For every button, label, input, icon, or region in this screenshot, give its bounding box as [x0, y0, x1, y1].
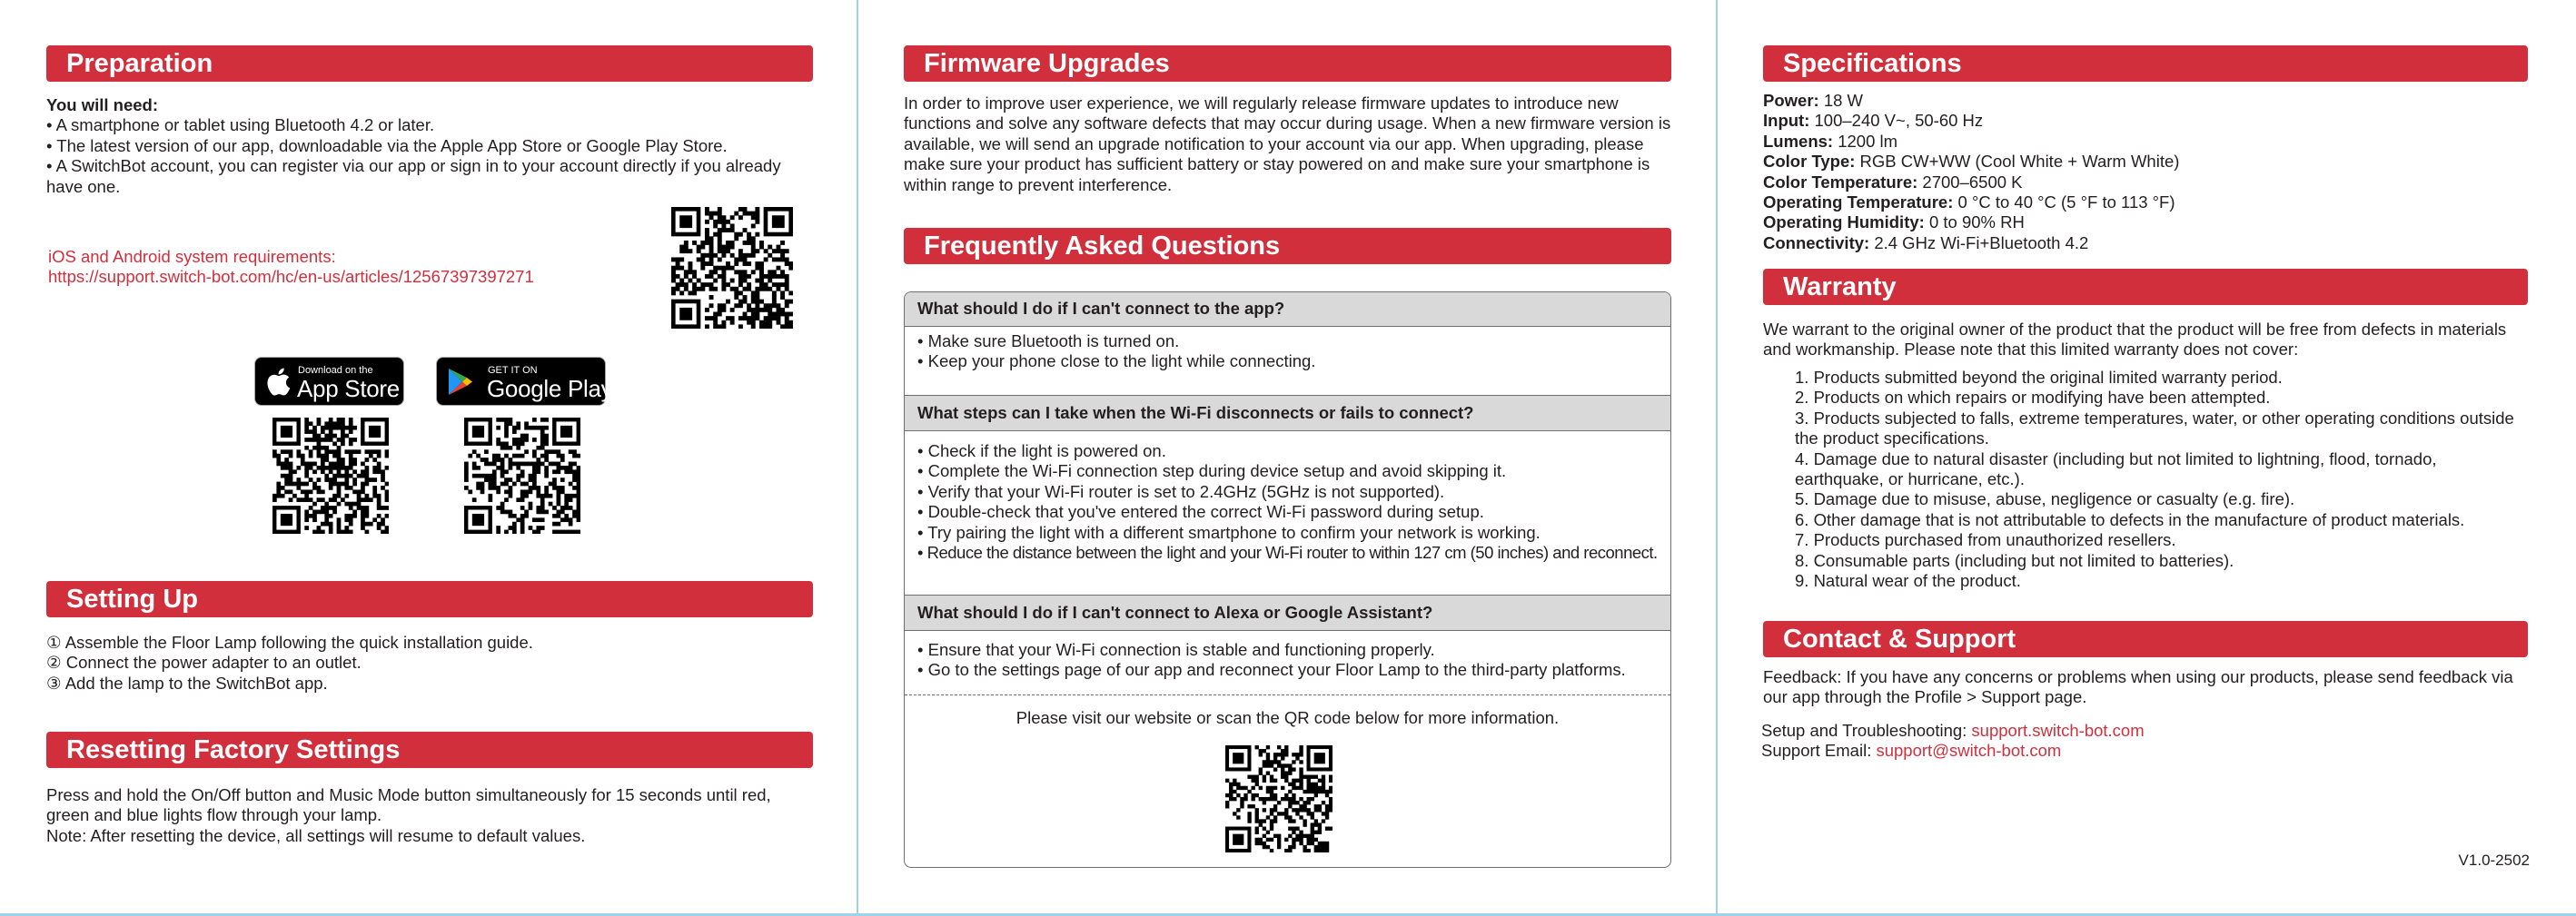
- setup-step: ② Connect the power adapter to an outlet.: [46, 653, 362, 673]
- system-requirements: [48, 247, 629, 288]
- spec-row: [1763, 132, 2526, 152]
- section-header-contact: Contact & Support: [1763, 621, 2528, 657]
- support-email-label: Support Email:: [1761, 741, 1877, 761]
- spec-value: 100–240 V~, 50-60 Hz: [1809, 111, 1984, 131]
- spec-row: [1763, 192, 2526, 212]
- faq-question: What should I do if I can't connect to the app?: [905, 291, 1670, 327]
- spec-label: Power:: [1763, 91, 1819, 110]
- faq-answer-line: • Keep your phone close to the light while connecting.: [917, 351, 1316, 371]
- warranty-item: 4. Damage due to natural disaster (including but not limited to lightning, flood, tornado, earthquake, or hurricane, etc.).: [1795, 448, 2437, 489]
- spec-value: RGB CW+WW (Cool White + Warm White): [1855, 152, 2180, 172]
- section-header-preparation: Preparation: [46, 45, 813, 82]
- faq-answer: [917, 640, 1661, 681]
- specifications-list: [1763, 91, 2526, 253]
- spec-row: [1763, 91, 2526, 111]
- contact-links: [1761, 721, 2524, 762]
- spec-value: 0 °C to 40 °C (5 °F to 113 °F): [1953, 192, 2175, 212]
- qr-code-app-store: [272, 418, 389, 534]
- faq-answer-line: • Double-check that you've entered the correct Wi-Fi password during setup.: [917, 502, 1484, 522]
- support-email-link[interactable]: support@switch-bot.com: [1876, 741, 2062, 761]
- warranty-intro: We warrant to the original owner of the product that the product will be free from defects in materials and workmanship. Please note that this limited warranty does not cover:: [1763, 320, 2507, 360]
- firmware-text: [904, 94, 1674, 195]
- panel-middle: [857, 0, 1716, 916]
- app-store-small-text: Download on the: [298, 365, 373, 376]
- system-requirements-label: iOS and Android system requirements:: [48, 247, 336, 266]
- warranty-item: 9. Natural wear of the product.: [1795, 571, 2021, 591]
- setup-troubleshooting-label: Setup and Troubleshooting:: [1761, 721, 1972, 740]
- spec-row: [1763, 233, 2526, 253]
- google-play-badge[interactable]: [436, 357, 613, 406]
- spec-value: 2700–6500 K: [1917, 172, 2023, 192]
- faq-answer: [917, 331, 1661, 372]
- warranty-item: 6. Other damage that is not attributable to defects in the manufacture of product materials.: [1795, 509, 2465, 529]
- warranty-item: 3. Products subjected to falls, extreme temperatures, water, or other operating conditions outside the product specifications.: [1795, 408, 2514, 448]
- section-header-faq: Frequently Asked Questions: [904, 228, 1671, 264]
- faq-answer-line: • Check if the light is powered on.: [917, 441, 1166, 460]
- faq-footer-text: Please visit our website or scan the QR code below for more information.: [1016, 708, 1560, 727]
- app-store-label: App Store: [297, 375, 400, 402]
- section-header-setting-up: Setting Up: [46, 581, 813, 617]
- qr-code-support: [1225, 745, 1333, 852]
- spec-label: Input:: [1763, 111, 1810, 131]
- faq-answer-line: • Go to the settings page of our app and reconnect your Floor Lamp to the third-party platforms.: [917, 660, 1626, 680]
- faq-question: What steps can I take when the Wi-Fi disconnects or fails to connect?: [905, 395, 1670, 431]
- faq-answer-line: • Make sure Bluetooth is turned on.: [917, 331, 1180, 350]
- faq-answer-line: • Complete the Wi-Fi connection step during device setup and avoid skipping it.: [917, 461, 1507, 481]
- firmware-paragraph: In order to improve user experience, we will regularly release firmware updates to introduce new functions and solve any software defects that may occur during usage. When a new firmware version is available, we will send an upgrade notification to your account via our app. When upgrading, please make sure your product has sufficient battery or stay powered on and make sure your smartphone is within range to prevent interference.: [904, 94, 1671, 194]
- reset-note: Note: After resetting the device, all settings will resume to default values.: [46, 825, 586, 845]
- section-header-firmware: Firmware Upgrades: [904, 45, 1671, 82]
- spec-row: [1763, 172, 2526, 192]
- spec-label: Color Temperature:: [1763, 172, 1918, 192]
- spec-label: Lumens:: [1763, 131, 1834, 151]
- warranty-item: 7. Products purchased from unauthorized resellers.: [1795, 530, 2176, 550]
- google-play-icon: [448, 368, 473, 396]
- section-header-reset: Resetting Factory Settings: [46, 732, 813, 768]
- warranty-item: 2. Products on which repairs or modifying have been attempted.: [1795, 388, 2271, 408]
- faq-answer-line: • Verify that your Wi-Fi router is set to 2.4GHz (5GHz is not supported).: [917, 481, 1445, 501]
- qr-code-google-play: [464, 418, 580, 534]
- requirement-item: • A SwitchBot account, you can register via our app or sign in to your account directly if you already have one.: [46, 156, 781, 196]
- contact-feedback: Feedback: If you have any concerns or problems when using our products, please send feedback via our app through the Profile > Support page.: [1763, 667, 2513, 707]
- support-email-row: [1761, 741, 2524, 761]
- panel-right: [1717, 0, 2576, 916]
- setup-step: ① Assemble the Floor Lamp following the quick installation guide.: [46, 633, 533, 652]
- section-header-warranty: Warranty: [1763, 269, 2528, 305]
- faq-answer-line: • Try pairing the light with a different smartphone to confirm your network is working.: [917, 522, 1541, 542]
- spec-value: 18 W: [1818, 91, 1864, 110]
- spec-value: 0 to 90% RH: [1924, 212, 2025, 232]
- google-play-label: Google Play: [487, 375, 613, 402]
- spec-label: Color Type:: [1763, 152, 1856, 172]
- you-will-need-label: You will need:: [46, 95, 158, 114]
- faq-answer-line: • Ensure that your Wi-Fi connection is stable and functioning properly.: [917, 640, 1435, 659]
- warranty-item: 1. Products submitted beyond the original limited warranty period.: [1795, 368, 2283, 387]
- apple-icon: [265, 367, 291, 397]
- spec-row: [1763, 152, 2526, 172]
- google-play-small-text: GET IT ON: [488, 365, 538, 376]
- faq-dashed-divider: [905, 694, 1670, 695]
- support-website-link[interactable]: support.switch-bot.com: [1971, 721, 2145, 740]
- faq-answer: [917, 441, 1661, 563]
- spec-value: 2.4 GHz Wi-Fi+Bluetooth 4.2: [1869, 232, 2089, 252]
- warranty-exclusions: [1795, 368, 2522, 591]
- spec-row: [1763, 212, 2526, 232]
- spec-row: [1763, 111, 2526, 131]
- panel-left: [0, 0, 857, 916]
- requirement-item: • A smartphone or tablet using Bluetooth 4.2 or later.: [46, 115, 435, 135]
- spec-label: Connectivity:: [1763, 232, 1870, 252]
- spec-label: Operating Temperature:: [1763, 192, 1954, 212]
- requirement-item: • The latest version of our app, downloadable via the Apple App Store or Google Play Store.: [46, 135, 728, 155]
- qr-code-requirements: [671, 207, 793, 329]
- warranty-item: 5. Damage due to misuse, abuse, negligence or casualty (e.g. fire).: [1795, 489, 2295, 509]
- system-requirements-link[interactable]: https://support.switch-bot.com/hc/en-us/articles/12567397397271: [48, 267, 534, 287]
- faq-answer-line: • Reduce the distance between the light and your Wi-Fi router to within 127 cm (50 inches) and reconnect.: [917, 543, 1658, 563]
- preparation-text: [46, 95, 809, 197]
- setting-up-steps: [46, 633, 809, 694]
- setup-step: ③ Add the lamp to the SwitchBot app.: [46, 673, 328, 693]
- spec-label: Operating Humidity:: [1763, 212, 1925, 232]
- faq-box: [904, 291, 1671, 868]
- reset-instructions: Press and hold the On/Off button and Music Mode button simultaneously for 15 seconds until red, green and blue lights flow through your lamp.: [46, 785, 771, 825]
- version-label: V1.0-2502: [2458, 852, 2530, 869]
- warranty-item: 8. Consumable parts (including but not limited to batteries).: [1795, 550, 2234, 570]
- app-store-badge[interactable]: [254, 357, 404, 406]
- setup-troubleshooting-row: [1761, 721, 2524, 741]
- reset-text: [46, 785, 809, 846]
- spec-value: 1200 lm: [1833, 131, 1898, 151]
- section-header-specifications: Specifications: [1763, 45, 2528, 82]
- faq-question: What should I do if I can't connect to Alexa or Google Assistant?: [905, 595, 1670, 631]
